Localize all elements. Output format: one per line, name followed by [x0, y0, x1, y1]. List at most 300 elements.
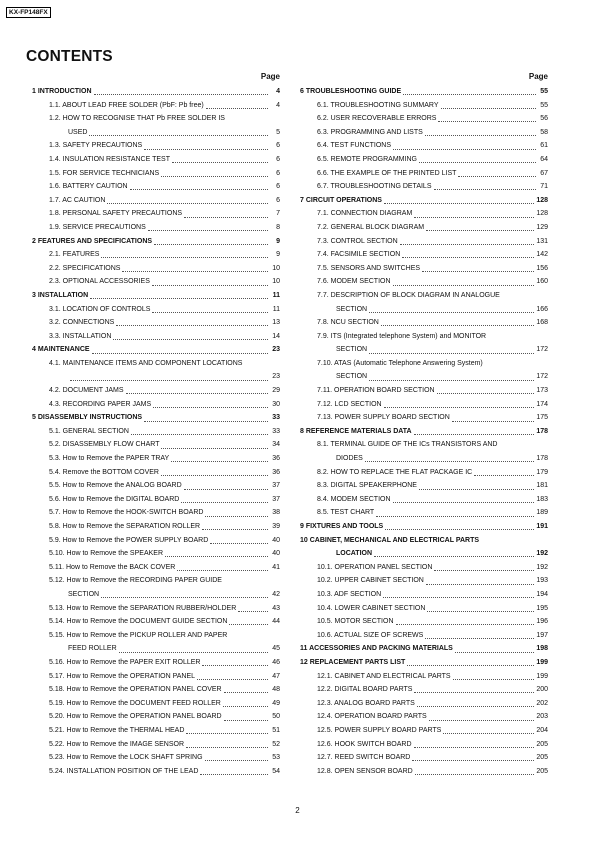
dot-leader [101, 594, 268, 598]
toc-entry-page: 129 [536, 223, 548, 231]
toc-entry [32, 194, 280, 208]
dot-leader [369, 309, 534, 313]
dot-leader [443, 730, 534, 734]
toc-entry-page: 6 [276, 196, 280, 204]
dot-leader [122, 268, 268, 272]
toc-entry-page: 40 [272, 550, 280, 558]
dot-leader [419, 486, 534, 490]
dot-leader [393, 499, 535, 503]
dot-leader [455, 649, 534, 653]
dot-leader [131, 431, 268, 435]
dot-leader [107, 200, 268, 204]
toc-entry-title: 12 REPLACEMENT PARTS LIST [300, 658, 406, 666]
dot-leader [374, 553, 534, 557]
toc-entry [300, 357, 548, 371]
dot-leader [206, 105, 268, 109]
toc-entry [32, 126, 280, 140]
dot-leader [417, 703, 535, 707]
toc-entry-title: 5.22. How to Remove the IMAGE SENSOR [49, 740, 184, 748]
toc-entry [300, 683, 548, 697]
toc-entry-title: 2.2. SPECIFICATIONS [49, 264, 121, 272]
toc-entry-title: 5.9. How to Remove the POWER SUPPLY BOARD [49, 536, 209, 544]
toc-entry-title: USED [68, 128, 88, 136]
toc-entry [32, 710, 280, 724]
toc-entry-page: 10 [272, 264, 280, 272]
toc-entry-title: 7.4. FACSIMILE SECTION [317, 251, 401, 259]
toc-entry-page: 67 [540, 169, 548, 177]
toc-entry [300, 85, 548, 99]
toc-entry-title: 10.2. UPPER CABINET SECTION [317, 577, 424, 585]
model-label: KX-FP148FX [6, 7, 51, 18]
toc-entry-title: 6.5. REMOTE PROGRAMMING [317, 155, 417, 163]
toc-entry [32, 493, 280, 507]
dot-leader [130, 186, 268, 190]
toc-entry-title: 2.1. FEATURES [49, 251, 100, 259]
toc-entry-title: 12.2. DIGITAL BOARD PARTS [317, 686, 413, 694]
toc-entry-title: 7.10. ATAS (Automatic Telephone Answering System) [317, 359, 483, 367]
toc-entry-page: 166 [536, 305, 548, 313]
toc-entry-page: 49 [272, 699, 280, 707]
toc-entry [32, 520, 280, 534]
toc-entry-page: 6 [276, 183, 280, 191]
toc-entry [300, 139, 548, 153]
toc-entry-title: 5.18. How to Remove the OPERATION PANEL COVER [49, 686, 222, 694]
dot-leader [403, 91, 536, 95]
toc-entry [32, 275, 280, 289]
toc-entry-title: 9 FIXTURES AND TOOLS [300, 523, 384, 530]
toc-entry [300, 275, 548, 289]
toc-entry-page: 7 [276, 210, 280, 218]
toc-entry-title: 7.5. SENSORS AND SWITCHES [317, 264, 421, 272]
toc-entry-page: 37 [272, 495, 280, 503]
toc-entry [300, 398, 548, 412]
toc-entry-title: 5.17. How to Remove the OPERATION PANEL [49, 672, 196, 680]
toc-entry-page: 192 [536, 550, 548, 558]
toc-entry-page: 29 [272, 387, 280, 395]
toc-entry [32, 398, 280, 412]
toc-entry [32, 534, 280, 548]
toc-entry [32, 99, 280, 113]
toc-entry-page: 54 [272, 767, 280, 775]
toc-entry-title: 5.12. How to Remove the RECORDING PAPER GUIDE [49, 577, 222, 585]
toc-entry-page: 131 [536, 237, 548, 245]
toc-entry-title: 12.5. POWER SUPPLY BOARD PARTS [317, 726, 442, 734]
dot-leader [126, 390, 268, 394]
dot-leader [181, 499, 268, 503]
toc-entry-title: 1.3. SAFETY PRECAUTIONS [49, 142, 143, 150]
toc-entry [300, 615, 548, 629]
toc-entry [32, 765, 280, 779]
toc-entry-title: 6.7. TROUBLESHOOTING DETAILS [317, 183, 432, 191]
toc-column-left [32, 70, 280, 778]
dot-leader [438, 118, 536, 122]
dot-leader [171, 458, 268, 462]
toc-entry-page: 9 [276, 251, 280, 259]
toc-entry-title: SECTION [336, 305, 368, 313]
toc-entry [300, 167, 548, 181]
toc-entry-title: 7.3. CONTROL SECTION [317, 237, 398, 245]
toc-entry-title: 5.15. How to Remove the PICKUP ROLLER AND PAPER [49, 631, 228, 639]
page-number: 2 [295, 806, 300, 815]
toc-entry-title: 5 DISASSEMBLY INSTRUCTIONS [32, 414, 143, 422]
toc-entry-page: 128 [536, 196, 548, 204]
toc-entry-title: 12.1. CABINET AND ELECTRICAL PARTS [317, 672, 451, 680]
dot-leader [385, 526, 534, 530]
toc-entry [32, 153, 280, 167]
toc-entry-title: 7.7. DESCRIPTION OF BLOCK DIAGRAM IN ANALOGUE [317, 291, 500, 299]
dot-leader [101, 254, 268, 258]
toc-entry-page: 61 [540, 142, 548, 150]
toc-entry-title: 8.3. DIGITAL SPEAKERPHONE [317, 482, 417, 490]
toc-entry [300, 479, 548, 493]
toc-entry-title: 12.8. OPEN SENSOR BOARD [317, 767, 413, 775]
dot-leader [425, 635, 534, 639]
toc-entry-page: 197 [536, 631, 548, 639]
toc-entry [300, 574, 548, 588]
toc-entry-page: 46 [272, 658, 280, 666]
toc-entry-title: 5.14. How to Remove the DOCUMENT GUIDE SECTION [49, 618, 228, 626]
toc-entry [300, 126, 548, 140]
toc-entry-page: 191 [536, 523, 548, 530]
toc-entry-page: 37 [272, 482, 280, 490]
toc-list-left [32, 85, 280, 778]
dot-leader [177, 567, 268, 571]
dot-leader [144, 146, 268, 150]
toc-entry-title: 5.20. How to Remove the OPERATION PANEL BOARD [49, 713, 222, 721]
toc-entry [300, 262, 548, 276]
toc-entry-title: 1.5. FOR SERVICE TECHNICIANS [49, 169, 160, 177]
toc-entry-page: 23 [272, 346, 280, 354]
toc-entry-page: 168 [536, 319, 548, 327]
dot-leader [474, 472, 534, 476]
toc-entry [32, 207, 280, 221]
toc-entry-title: 4.3. RECORDING PAPER JAMS [49, 400, 152, 408]
toc-entry-title: 4.1. MAINTENANCE ITEMS AND COMPONENT LOCATIONS [49, 359, 243, 367]
toc-entry-page: 172 [536, 373, 548, 381]
dot-leader [210, 540, 268, 544]
toc-entry [32, 751, 280, 765]
toc-entry-page: 41 [272, 563, 280, 571]
toc-entry [32, 670, 280, 684]
toc-entry-page: 42 [272, 590, 280, 598]
toc-entry-page: 11 [272, 291, 280, 299]
toc-entry-page: 196 [536, 618, 548, 626]
dot-leader [172, 159, 268, 163]
toc-entry [300, 493, 548, 507]
toc-entry [300, 561, 548, 575]
toc-entry [32, 235, 280, 249]
dot-leader [427, 608, 534, 612]
toc-entry-title: FEED ROLLER [68, 645, 117, 653]
page-column-header: Page [528, 72, 548, 81]
toc-entry [300, 547, 548, 561]
toc-entry-page: 6 [276, 169, 280, 177]
dot-leader [437, 390, 535, 394]
toc-entry [300, 194, 548, 208]
toc-entry-page: 178 [536, 427, 548, 435]
dot-leader [384, 200, 534, 204]
toc-entry [32, 479, 280, 493]
toc-entry-title: 3.3. INSTALLATION [49, 332, 112, 340]
toc-entry-page: 142 [536, 251, 548, 259]
dot-leader [224, 689, 268, 693]
toc-entry-title: 12.4. OPERATION BOARD PARTS [317, 713, 427, 721]
toc-entry [300, 506, 548, 520]
toc-entry-title: 1.2. HOW TO RECOGNISE THAT Pb FREE SOLDER IS [49, 115, 225, 123]
toc-entry [32, 683, 280, 697]
toc-entry [32, 370, 280, 384]
toc-entry [32, 588, 280, 602]
toc-entry-page: 36 [272, 468, 280, 476]
toc-entry-page: 205 [536, 767, 548, 775]
toc-entry [300, 710, 548, 724]
toc-entry-page: 205 [536, 740, 548, 748]
toc-entry-title: 5.21. How to Remove the THERMAL HEAD [49, 726, 185, 734]
toc-entry [32, 330, 280, 344]
toc-entry-title: 5.19. How to Remove the DOCUMENT FEED ROLLER [49, 699, 221, 707]
toc-entry-page: 6 [276, 155, 280, 163]
toc-entry-title: 8.2. HOW TO REPLACE THE FLAT PACKAGE IC [317, 468, 473, 476]
toc-entry-title: 7.6. MODEM SECTION [317, 278, 391, 286]
dot-leader [441, 105, 537, 109]
toc-entry-page: 38 [272, 509, 280, 517]
dot-leader [412, 757, 534, 761]
toc-entry-title: 7.11. OPERATION BOARD SECTION [317, 387, 435, 395]
dot-leader [165, 553, 268, 557]
toc-entry-title: 10.6. ACTUAL SIZE OF SCREWS [317, 631, 424, 639]
toc-entry [300, 520, 548, 534]
toc-entry [300, 751, 548, 765]
toc-entry [300, 99, 548, 113]
dot-leader [396, 621, 535, 625]
dot-leader [426, 227, 534, 231]
toc-entry-page: 53 [272, 754, 280, 762]
toc-entry-page: 204 [536, 726, 548, 734]
dot-leader [426, 581, 534, 585]
toc-entry [300, 438, 548, 452]
dot-leader [434, 186, 537, 190]
toc-entry [300, 738, 548, 752]
dot-leader [414, 744, 535, 748]
toc-entry [32, 438, 280, 452]
toc-entry-page: 14 [272, 332, 280, 340]
dot-leader [369, 350, 534, 354]
toc-entry-page: 48 [272, 686, 280, 694]
dot-leader [186, 744, 268, 748]
toc-entry-page: 10 [272, 278, 280, 286]
toc-entry-title: 6.6. THE EXAMPLE OF THE PRINTED LIST [317, 169, 457, 177]
dot-leader [186, 730, 268, 734]
dot-leader [116, 322, 268, 326]
toc-entry-title: 5.24. INSTALLATION POSITION OF THE LEAD [49, 767, 199, 775]
toc-entry-page: 156 [536, 264, 548, 272]
toc-entry-title: 8 REFERENCE MATERIALS DATA [300, 427, 412, 435]
toc-entry [32, 602, 280, 616]
dot-leader [92, 350, 268, 354]
dot-leader [184, 214, 268, 218]
dot-leader [376, 513, 534, 517]
toc-entry-page: 198 [536, 645, 548, 653]
dot-leader [119, 649, 268, 653]
dot-leader [90, 295, 268, 299]
toc-entry-page: 52 [272, 740, 280, 748]
toc-entry-page: 55 [540, 101, 548, 109]
toc-entry-page: 4 [276, 101, 280, 109]
toc-entry-title: 1 INTRODUCTION [32, 88, 92, 95]
dot-leader [419, 159, 536, 163]
toc-entry-page: 33 [272, 427, 280, 435]
toc-entry-page: 192 [536, 563, 548, 571]
toc-entry [32, 316, 280, 330]
toc-entry [32, 738, 280, 752]
toc-entry [300, 235, 548, 249]
dot-leader [202, 526, 268, 530]
toc-entry-page: 205 [536, 754, 548, 762]
toc-entry-page: 39 [272, 523, 280, 530]
toc-entry [32, 561, 280, 575]
toc-entry [300, 724, 548, 738]
toc-entry-title: 5.5. How to Remove the ANALOG BOARD [49, 482, 182, 490]
toc-entry [300, 221, 548, 235]
toc-entry-title: 10.3. ADF SECTION [317, 590, 382, 598]
toc-entry [32, 262, 280, 276]
dot-leader [393, 282, 535, 286]
toc-entry-page: 179 [536, 468, 548, 476]
toc-entry-page: 194 [536, 590, 548, 598]
toc-entry-title: 8.1. TERMINAL GUIDE OF THE ICs TRANSISTORS AND [317, 441, 498, 449]
toc-entry [32, 425, 280, 439]
dot-leader [205, 513, 268, 517]
toc-entry-title: LOCATION [336, 550, 373, 558]
toc-entry-page: 195 [536, 604, 548, 612]
toc-entry-title: 5.1. GENERAL SECTION [49, 427, 129, 435]
dot-leader [422, 268, 534, 272]
toc-entry-title: 12.3. ANALOG BOARD PARTS [317, 699, 415, 707]
toc-entry [300, 697, 548, 711]
toc-entry-page: 13 [272, 319, 280, 327]
toc-entry-title: 7.12. LCD SECTION [317, 400, 382, 408]
toc-entry [32, 574, 280, 588]
toc-entry-title: 7.1. CONNECTION DIAGRAM [317, 210, 413, 218]
dot-leader [144, 418, 268, 422]
dot-leader [70, 377, 268, 381]
toc-entry-title: 5.8. How to Remove the SEPARATION ROLLER [49, 523, 201, 530]
toc-entry-page: 183 [536, 495, 548, 503]
toc-entry-page: 189 [536, 509, 548, 517]
toc-entry [32, 167, 280, 181]
dot-leader [223, 703, 268, 707]
toc-entry-page: 71 [540, 183, 548, 191]
toc-entry [300, 602, 548, 616]
toc-entry-title: 5.13. How to Remove the SEPARATION RUBBER/HOLDER [49, 604, 237, 612]
toc-entry-title: 1.6. BATTERY CAUTION [49, 183, 128, 191]
toc-entry [32, 357, 280, 371]
toc-entry-page: 30 [272, 400, 280, 408]
toc-entry [32, 180, 280, 194]
toc-entry [300, 330, 548, 344]
toc-entry-title: 7.13. POWER SUPPLY BOARD SECTION [317, 414, 450, 422]
toc-entry [300, 765, 548, 779]
toc-entry-title: 10.4. LOWER CABINET SECTION [317, 604, 426, 612]
dot-leader [161, 445, 268, 449]
toc-entry [32, 139, 280, 153]
dot-leader [89, 132, 268, 136]
toc-entry-title: 3.2. CONNECTIONS [49, 319, 115, 327]
dot-leader [384, 404, 535, 408]
toc-entry-title: 1.4. INSULATION RESISTANCE TEST [49, 155, 170, 163]
toc-entry-title: 3 INSTALLATION [32, 291, 89, 299]
toc-entry-title: 4.2. DOCUMENT JAMS [49, 387, 124, 395]
dot-leader [238, 608, 268, 612]
toc-entry-page: 44 [272, 618, 280, 626]
toc-entry-title: 5.11. How to Remove the BACK COVER [49, 563, 176, 571]
dot-leader [184, 486, 268, 490]
toc-list-right [300, 85, 548, 778]
toc-entry [32, 642, 280, 656]
toc-entry [32, 303, 280, 317]
toc-entry-title: 5.4. Remove the BOTTOM COVER [49, 468, 159, 476]
toc-entry-title: 12.6. HOOK SWITCH BOARD [317, 740, 412, 748]
toc-entry [32, 85, 280, 99]
dot-leader [152, 282, 268, 286]
toc-entry [300, 112, 548, 126]
toc-entry [300, 629, 548, 643]
dot-leader [161, 472, 268, 476]
dot-leader [152, 309, 268, 313]
dot-leader [154, 241, 268, 245]
toc-entry [300, 425, 548, 439]
toc-entry-page: 33 [272, 414, 280, 422]
dot-leader [393, 146, 536, 150]
dot-leader [425, 132, 536, 136]
toc-entry-title: 5.10. How to Remove the SPEAKER [49, 550, 163, 558]
toc-entry [32, 384, 280, 398]
toc-entry-page: 64 [540, 155, 548, 163]
toc-entry-page: 51 [272, 726, 280, 734]
toc-entry-title: 5.6. How to Remove the DIGITAL BOARD [49, 495, 180, 503]
toc-column-right [300, 70, 548, 778]
dot-leader [458, 173, 536, 177]
toc-entry-page: 200 [536, 686, 548, 694]
toc-entry-title: 7 CIRCUIT OPERATIONS [300, 196, 382, 204]
toc-entry-title: 6.2. USER RECOVERABLE ERRORS [317, 115, 437, 123]
dot-leader [369, 377, 534, 381]
toc-entry-title: 10.5. MOTOR SECTION [317, 618, 394, 626]
dot-leader [161, 173, 268, 177]
toc-entry-page: 199 [536, 672, 548, 680]
toc-entry-title: 6.3. PROGRAMMING AND LISTS [317, 128, 423, 136]
toc-entry [32, 343, 280, 357]
toc-entry [300, 656, 548, 670]
toc-entry [32, 656, 280, 670]
dot-leader [94, 91, 269, 95]
toc-entry [32, 411, 280, 425]
toc-entry-page: 202 [536, 699, 548, 707]
dot-leader [365, 458, 534, 462]
toc-entry-title: 3.1. LOCATION OF CONTROLS [49, 305, 151, 313]
toc-entry-page: 128 [536, 210, 548, 218]
toc-entry [300, 384, 548, 398]
toc-entry-page: 55 [540, 88, 548, 95]
toc-entry-title: 1.1. ABOUT LEAD FREE SOLDER (PbF: Pb free) [49, 101, 204, 109]
toc-entry-page: 172 [536, 346, 548, 354]
dot-leader [153, 404, 268, 408]
dot-leader [407, 662, 534, 666]
dot-leader [383, 594, 534, 598]
toc-entry-page: 203 [536, 713, 548, 721]
toc-entry-page: 173 [536, 387, 548, 395]
dot-leader [113, 336, 268, 340]
